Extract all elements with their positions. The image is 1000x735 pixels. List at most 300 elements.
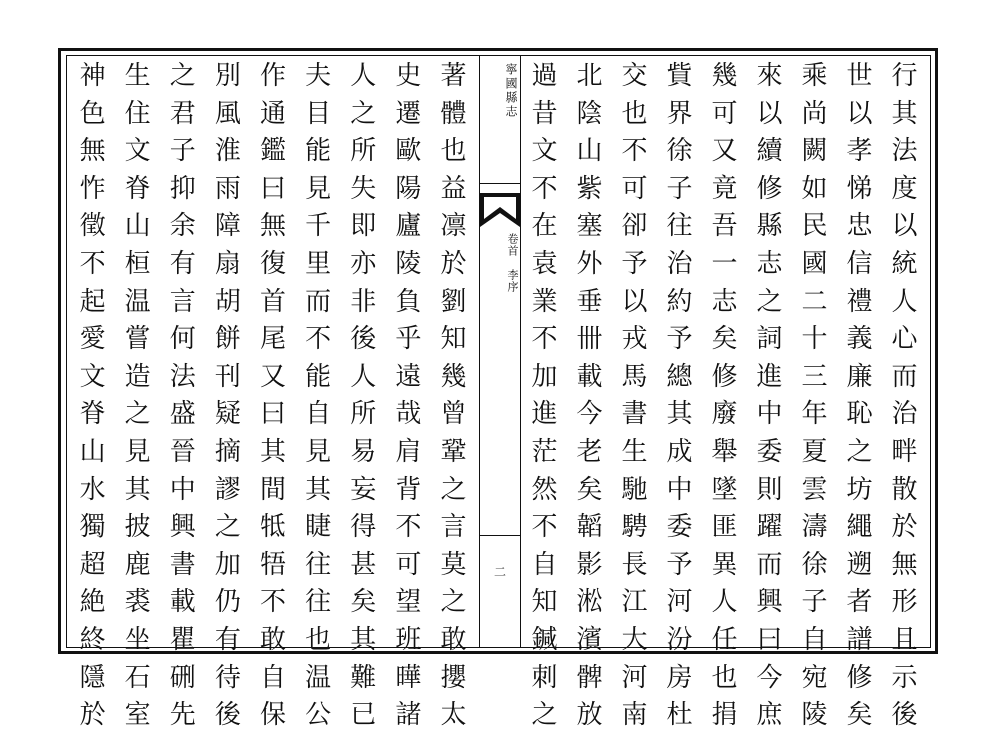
character: 而 — [756, 549, 783, 580]
character: 行 — [891, 61, 918, 91]
character: 能 — [305, 136, 332, 167]
character: 墜 — [711, 474, 738, 505]
character: 不 — [621, 136, 648, 167]
text-column — [702, 58, 747, 731]
character: 任 — [711, 624, 738, 655]
character: 濤 — [801, 512, 828, 543]
text-column — [657, 58, 702, 731]
character: 獨 — [79, 512, 106, 543]
character: 自 — [531, 549, 558, 580]
character: 間 — [260, 474, 287, 505]
character: 妄 — [350, 474, 377, 505]
character: 南 — [621, 700, 648, 731]
character: 中 — [756, 399, 783, 430]
character: 河 — [666, 587, 693, 618]
character: 坊 — [846, 474, 873, 505]
character: 又 — [260, 361, 287, 392]
character: 即 — [350, 211, 377, 242]
character: 盛 — [169, 399, 196, 430]
character: 已 — [350, 700, 377, 731]
character: 放 — [576, 700, 603, 731]
character: 於 — [440, 248, 467, 279]
text-column — [431, 58, 476, 731]
character: 幾 — [440, 361, 467, 392]
character: 委 — [756, 436, 783, 467]
character: 修 — [756, 173, 783, 204]
text-column — [205, 58, 250, 731]
character: 國 — [801, 248, 828, 279]
character: 雨 — [214, 173, 241, 204]
character: 所 — [350, 136, 377, 167]
character: 曰 — [260, 173, 287, 204]
character: 水 — [79, 474, 106, 505]
character: 過 — [531, 61, 558, 91]
character: 不 — [531, 512, 558, 543]
text-column — [612, 58, 657, 731]
character: 千 — [305, 211, 332, 242]
character: 鍼 — [531, 624, 558, 655]
character: 温 — [124, 286, 151, 317]
character: 通 — [260, 98, 287, 129]
character: 曰 — [260, 399, 287, 430]
character: 予 — [666, 324, 693, 355]
character: 可 — [621, 173, 648, 204]
character: 尚 — [801, 98, 828, 129]
character: 總 — [666, 361, 693, 392]
character: 攖 — [440, 662, 467, 693]
character: 太 — [440, 700, 467, 731]
character: 不 — [79, 248, 106, 279]
character: 汾 — [666, 624, 693, 655]
character: 紫 — [576, 173, 603, 204]
character: 進 — [756, 361, 783, 392]
character: 塞 — [576, 211, 603, 242]
character: 世 — [846, 61, 873, 91]
character: 年 — [801, 399, 828, 430]
character: 心 — [891, 324, 918, 355]
character: 怍 — [79, 173, 106, 204]
character: 之 — [531, 700, 558, 731]
character: 興 — [756, 587, 783, 618]
character: 哉 — [395, 399, 422, 430]
character: 硎 — [169, 662, 196, 693]
character: 知 — [440, 324, 467, 355]
character: 何 — [169, 324, 196, 355]
character: 之 — [846, 436, 873, 467]
character: 人 — [891, 286, 918, 317]
preface-label: 李序 — [506, 269, 519, 293]
character: 起 — [79, 286, 106, 317]
character: 河 — [621, 662, 648, 693]
character: 史 — [395, 61, 422, 91]
character: 文 — [124, 136, 151, 167]
character: 載 — [576, 361, 603, 392]
character: 今 — [576, 399, 603, 430]
character: 者 — [846, 587, 873, 618]
character: 知 — [531, 587, 558, 618]
character: 馬 — [621, 361, 648, 392]
text-column — [882, 58, 927, 731]
character: 敢 — [260, 624, 287, 655]
character: 甚 — [350, 549, 377, 580]
character: 仍 — [214, 587, 241, 618]
character: 體 — [440, 98, 467, 129]
character: 餅 — [214, 324, 241, 355]
character: 裘 — [124, 587, 151, 618]
character: 之 — [440, 587, 467, 618]
character: 亦 — [350, 248, 377, 279]
character: 超 — [79, 549, 106, 580]
character: 十 — [801, 324, 828, 355]
character: 牾 — [260, 549, 287, 580]
character: 垂 — [576, 286, 603, 317]
character: 坐 — [124, 624, 151, 655]
character: 余 — [169, 211, 196, 242]
character: 孝 — [846, 136, 873, 167]
character: 民 — [801, 211, 828, 242]
character: 生 — [621, 436, 648, 467]
character: 摘 — [214, 436, 241, 467]
character: 肩 — [395, 436, 422, 467]
text-column — [70, 58, 115, 731]
character: 刺 — [531, 662, 558, 693]
character: 人 — [350, 61, 377, 91]
character: 老 — [576, 436, 603, 467]
character: 得 — [350, 512, 377, 543]
character: 書 — [169, 549, 196, 580]
character: 生 — [124, 61, 151, 91]
character: 無 — [260, 211, 287, 242]
character: 宛 — [801, 662, 828, 693]
character: 之 — [124, 399, 151, 430]
character: 而 — [891, 361, 918, 392]
character: 子 — [801, 587, 828, 618]
character: 山 — [576, 136, 603, 167]
character: 不 — [531, 173, 558, 204]
character: 其 — [260, 436, 287, 467]
character: 來 — [756, 61, 783, 91]
character: 瞿 — [169, 624, 196, 655]
character: 續 — [756, 136, 783, 167]
text-column — [296, 58, 341, 731]
character: 牴 — [260, 512, 287, 543]
character: 約 — [666, 286, 693, 317]
character: 室 — [124, 700, 151, 731]
text-column — [747, 58, 792, 731]
character: 房 — [666, 662, 693, 693]
character: 則 — [756, 474, 783, 505]
character: 凛 — [440, 211, 467, 242]
character: 治 — [891, 399, 918, 430]
character: 疑 — [214, 399, 241, 430]
character: 忠 — [846, 211, 873, 242]
character: 於 — [79, 700, 106, 731]
character: 度 — [891, 173, 918, 204]
character: 望 — [395, 587, 422, 618]
character: 乘 — [801, 61, 828, 91]
character: 成 — [666, 436, 693, 467]
character: 縣 — [756, 211, 783, 242]
character: 髀 — [576, 662, 603, 693]
character: 自 — [801, 624, 828, 655]
character: 茫 — [531, 436, 558, 467]
character: 歐 — [395, 136, 422, 167]
character: 住 — [124, 98, 151, 129]
character: 言 — [440, 512, 467, 543]
character: 能 — [305, 361, 332, 392]
character: 大 — [621, 624, 648, 655]
text-column — [837, 58, 882, 731]
character: 廉 — [846, 361, 873, 392]
character: 諸 — [395, 700, 422, 731]
character: 加 — [214, 549, 241, 580]
character: 絶 — [79, 587, 106, 618]
character: 隱 — [79, 662, 106, 693]
character: 騁 — [621, 512, 648, 543]
character: 見 — [305, 436, 332, 467]
character: 晉 — [169, 436, 196, 467]
character: 昔 — [531, 98, 558, 129]
character: 其 — [666, 399, 693, 430]
character: 悌 — [846, 173, 873, 204]
character: 矣 — [711, 324, 738, 355]
character: 睫 — [305, 512, 332, 543]
character: 其 — [305, 474, 332, 505]
character: 之 — [169, 61, 196, 91]
character: 畔 — [891, 436, 918, 467]
character: 治 — [666, 248, 693, 279]
character: 所 — [350, 399, 377, 430]
character: 以 — [846, 98, 873, 129]
character: 後 — [214, 700, 241, 731]
character: 法 — [891, 136, 918, 167]
character: 陰 — [576, 98, 603, 129]
character: 可 — [395, 549, 422, 580]
character: 之 — [756, 286, 783, 317]
character: 進 — [531, 399, 558, 430]
character: 恥 — [846, 399, 873, 430]
character: 而 — [305, 286, 332, 317]
character: 外 — [576, 248, 603, 279]
character: 也 — [440, 136, 467, 167]
character: 書 — [621, 399, 648, 430]
character: 披 — [124, 512, 151, 543]
character: 終 — [79, 624, 106, 655]
character: 君 — [169, 98, 196, 129]
character: 徵 — [79, 211, 106, 242]
character: 神 — [79, 61, 106, 91]
character: 業 — [531, 286, 558, 317]
character: 脊 — [124, 173, 151, 204]
character: 愛 — [79, 324, 106, 355]
character: 譜 — [846, 624, 873, 655]
character: 子 — [666, 173, 693, 204]
character: 保 — [260, 700, 287, 731]
character: 里 — [305, 248, 332, 279]
character: 石 — [124, 662, 151, 693]
character: 躍 — [756, 512, 783, 543]
character: 舉 — [711, 436, 738, 467]
character: 庶 — [756, 700, 783, 731]
character: 背 — [395, 474, 422, 505]
character: 鞏 — [440, 436, 467, 467]
character: 有 — [169, 248, 196, 279]
character: 陵 — [801, 700, 828, 731]
character: 往 — [666, 211, 693, 242]
character: 禮 — [846, 286, 873, 317]
character: 淞 — [576, 587, 603, 618]
character: 鑑 — [260, 136, 287, 167]
character: 淮 — [214, 136, 241, 167]
character: 遠 — [395, 361, 422, 392]
character: 影 — [576, 549, 603, 580]
character: 矣 — [576, 474, 603, 505]
character: 信 — [846, 248, 873, 279]
text-column — [522, 58, 567, 731]
character: 也 — [621, 98, 648, 129]
character: 杜 — [666, 700, 693, 731]
character: 示 — [891, 662, 918, 693]
character: 自 — [260, 662, 287, 693]
character: 予 — [621, 248, 648, 279]
divider-line — [480, 535, 520, 536]
character: 遷 — [395, 98, 422, 129]
character: 自 — [305, 399, 332, 430]
character: 二 — [801, 286, 828, 317]
character: 志 — [756, 248, 783, 279]
character: 修 — [711, 361, 738, 392]
character: 益 — [440, 173, 467, 204]
character: 矣 — [350, 587, 377, 618]
character: 捐 — [711, 700, 738, 731]
character: 陽 — [395, 173, 422, 204]
section-label — [480, 233, 520, 293]
divider-line — [480, 183, 520, 184]
character: 韜 — [576, 512, 603, 543]
character: 敢 — [440, 624, 467, 655]
character: 中 — [169, 474, 196, 505]
character: 山 — [124, 211, 151, 242]
character: 法 — [169, 361, 196, 392]
character: 曰 — [756, 624, 783, 655]
character: 不 — [260, 587, 287, 618]
character: 曾 — [440, 399, 467, 430]
text-column — [792, 58, 837, 731]
character: 之 — [350, 98, 377, 129]
text-column — [386, 58, 431, 731]
character: 卌 — [576, 324, 603, 355]
character: 桓 — [124, 248, 151, 279]
character: 非 — [350, 286, 377, 317]
character: 在 — [531, 211, 558, 242]
character: 無 — [79, 136, 106, 167]
character: 障 — [214, 211, 241, 242]
character: 如 — [801, 173, 828, 204]
character: 劉 — [440, 286, 467, 317]
character: 文 — [79, 361, 106, 392]
character: 貲 — [666, 61, 693, 91]
character: 交 — [621, 61, 648, 91]
right-page-text — [522, 58, 927, 731]
character: 志 — [711, 286, 738, 317]
character: 不 — [305, 324, 332, 355]
character: 長 — [621, 549, 648, 580]
character: 委 — [666, 512, 693, 543]
fish-tail-mark-icon — [480, 193, 520, 227]
character: 夏 — [801, 436, 828, 467]
character: 義 — [846, 324, 873, 355]
character: 往 — [305, 549, 332, 580]
character: 且 — [891, 624, 918, 655]
character: 然 — [531, 474, 558, 505]
text-column — [160, 58, 205, 731]
character: 矣 — [846, 700, 873, 731]
character: 乎 — [395, 324, 422, 355]
character: 色 — [79, 98, 106, 129]
character: 以 — [621, 286, 648, 317]
character: 匪 — [711, 512, 738, 543]
character: 作 — [260, 61, 287, 91]
character: 詞 — [756, 324, 783, 355]
character: 可 — [711, 98, 738, 129]
page-number: 二 — [493, 565, 506, 579]
character: 竟 — [711, 173, 738, 204]
character: 形 — [891, 587, 918, 618]
character: 之 — [440, 474, 467, 505]
text-column — [341, 58, 386, 731]
character: 以 — [891, 211, 918, 242]
character: 繩 — [846, 512, 873, 543]
character: 首 — [260, 286, 287, 317]
character: 也 — [305, 624, 332, 655]
character: 異 — [711, 549, 738, 580]
character: 莫 — [440, 549, 467, 580]
character: 刊 — [214, 361, 241, 392]
character: 界 — [666, 98, 693, 129]
character: 山 — [79, 436, 106, 467]
character: 見 — [124, 436, 151, 467]
character: 子 — [169, 136, 196, 167]
character: 廬 — [395, 211, 422, 242]
left-page-text — [70, 58, 476, 731]
character: 班 — [395, 624, 422, 655]
character: 不 — [531, 324, 558, 355]
character: 見 — [305, 173, 332, 204]
character: 又 — [711, 136, 738, 167]
center-fold-column — [479, 55, 521, 648]
character: 馳 — [621, 474, 648, 505]
character: 濱 — [576, 624, 603, 655]
volume-label: 卷首 — [506, 233, 519, 257]
character: 徐 — [666, 136, 693, 167]
character: 夫 — [305, 61, 332, 91]
character: 戎 — [621, 324, 648, 355]
character: 曄 — [395, 662, 422, 693]
character: 載 — [169, 587, 196, 618]
character: 散 — [891, 474, 918, 505]
character: 陵 — [395, 248, 422, 279]
character: 其 — [124, 474, 151, 505]
character: 公 — [305, 700, 332, 731]
character: 待 — [214, 662, 241, 693]
character: 胡 — [214, 286, 241, 317]
character: 後 — [350, 324, 377, 355]
character: 徐 — [801, 549, 828, 580]
character: 鹿 — [124, 549, 151, 580]
character: 三 — [801, 361, 828, 392]
character: 不 — [395, 512, 422, 543]
character: 尾 — [260, 324, 287, 355]
